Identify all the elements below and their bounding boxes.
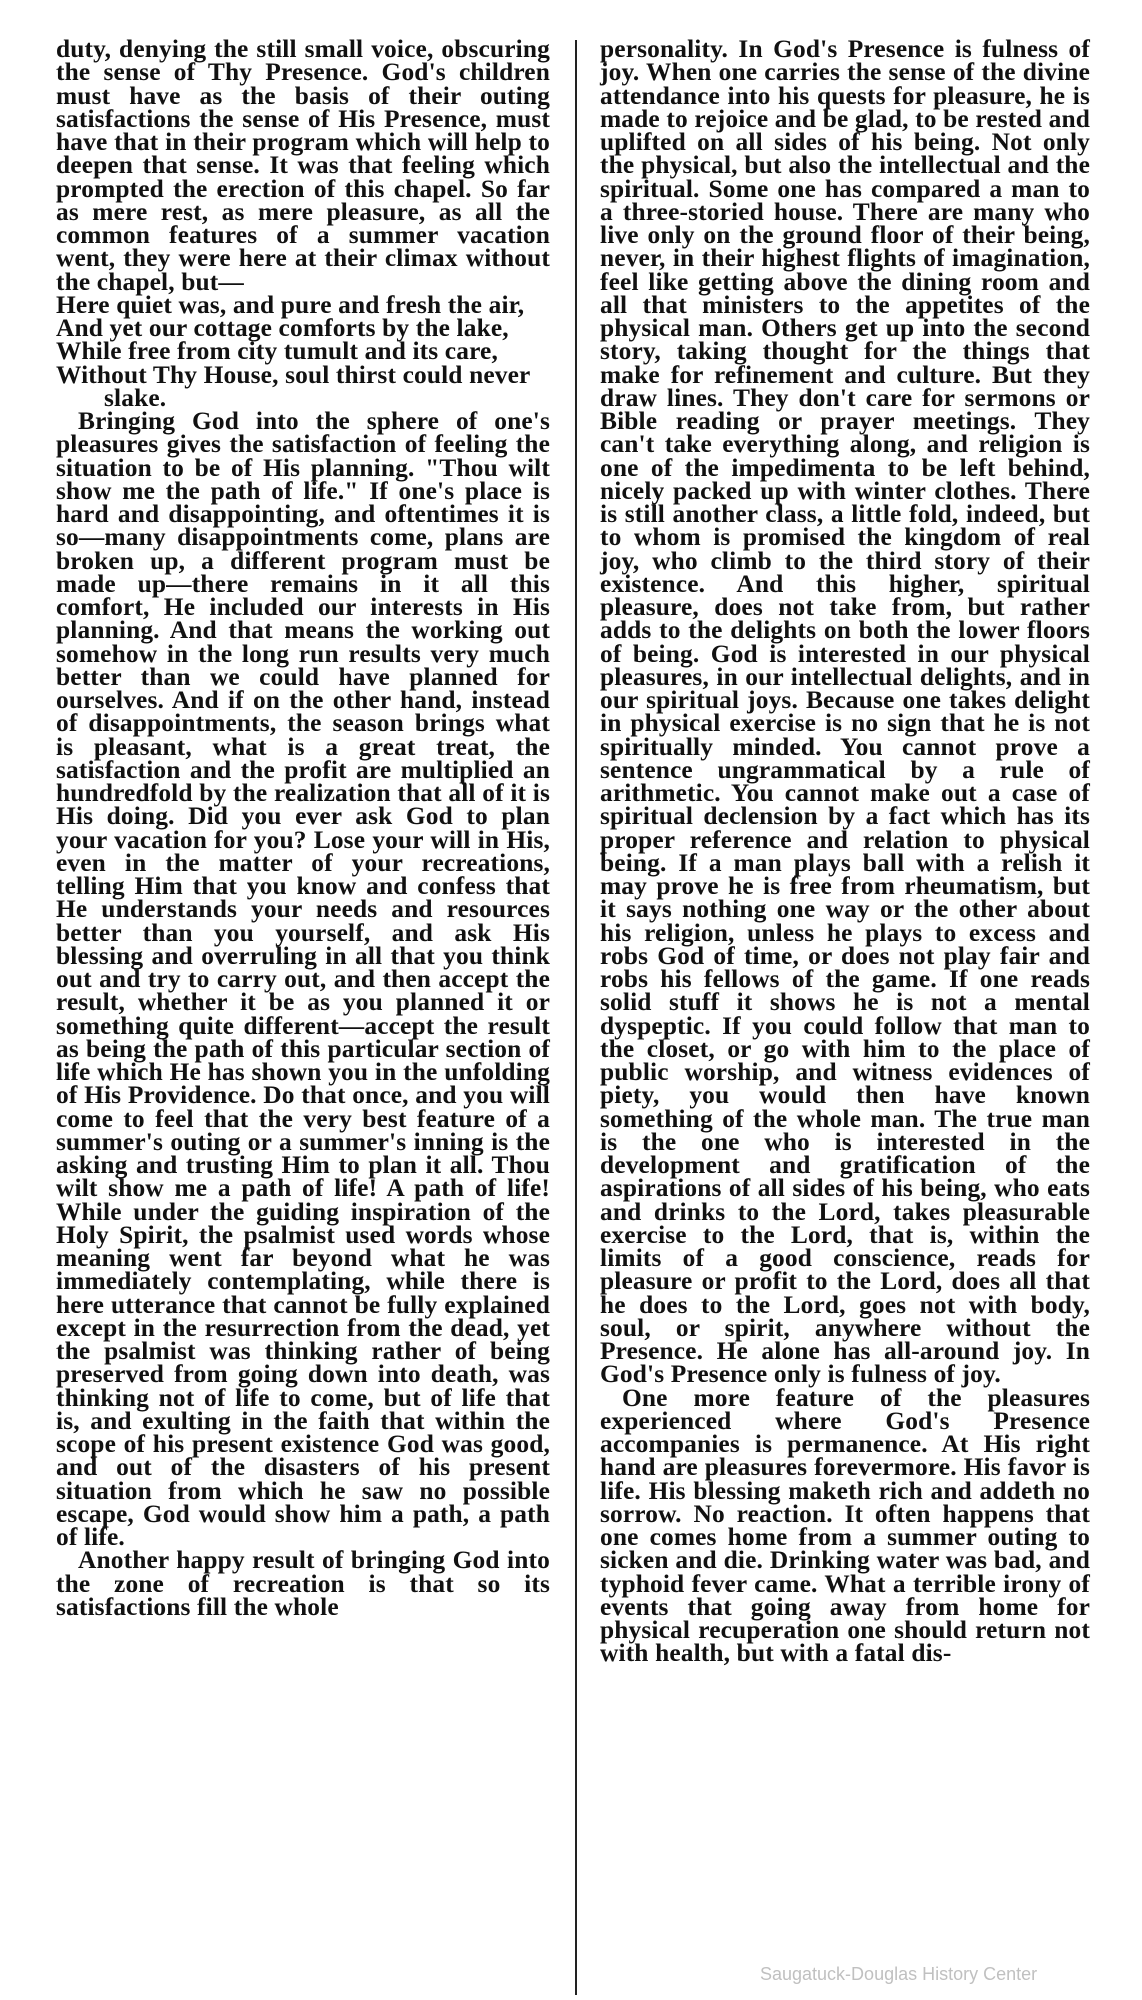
poem-line: While free from city tumult and its care, xyxy=(56,337,498,366)
poem-line: And yet our cottage comforts by the lake, xyxy=(56,314,509,342)
poem-stanza xyxy=(56,290,550,412)
paragraph-continued: duty, denying the still small voice, obscuring the sense of Thy Presence. God's children must have as the basis of their outing satisfactions the sense of His Presence, must have that in their program which will help to deepen that sense. It was that feeling which prompted the erection of this chapel. So far as mere rest, as mere pleasure, as all the common features of a summer vacation went, they were here at their climax without the chapel, but— xyxy=(56,35,550,296)
poem-line: Here quiet was, and pure and fresh the air, xyxy=(56,290,525,319)
left-column xyxy=(56,35,550,1621)
paragraph-personality: personality. In God's Presence is fulness of joy. When one carries the sense of the divine attendance into his quests for pleasure, he is made to rejoice and be glad, to be rested and uplifted on all sides of his being. Not only the physical, but also the intellectual and the spiritual. Some one has compared a man to a three-storied house. There are many who live only on the ground floor of their being, never, in their highest flights of imagination, feel like getting above the dining room and all that ministers to the appetites of the physical man. Others get up into the second story, taking thought for the things that make for refinement and culture. But they draw lines. They don't care for sermons or Bible reading or prayer meetings. They can't take everything along, and religion is one of the impedimenta to be left behind, nicely packed up with winter clothes. There is still another class, a little fold, indeed, but to whom is promised the kingdom of real joy, who climb to the third story of their existence. And this higher, spiritual pleasure, does not take from, but rather adds to the delights on both the lower floors of being. God is interested in our physical pleasures, in our intellectual delights, and in our spiritual joys. Because one takes delight in physical exercise is no sign that he is not spiritually minded. You cannot prove a sentence ungrammatical by a rule of arithmetic. You cannot make out a case of spiritual declension by a fact which has its proper reference and relation to physical being. If a man plays ball with a relish it may prove he is free from rheumatism, but it says nothing one way or the other about his religion, unless he plays to excess and robs God of time, or does not play fair and robs his fellows of the game. If one reads solid stuff it shows he is not a mental dyspeptic. If you could follow that man to the closet, or go with him to the place of public worship, and witness evidences of piety, you would then have known something of the whole man. The true man is the one who is interested in the development and gratification of the aspirations of all sides of his being, who eats and drinks to the Lord, takes pleasurable exercise to the Lord, that is, within the limits of a good conscience, reads for pleasure or profit to the Lord, does all that he does to the Lord, goes not with body, soul, or spirit, anywhere without the Presence. He alone has all-around joy. In God's Presence only is fulness of joy. xyxy=(600,35,1090,1389)
watermark: Saugatuck-Douglas History Center xyxy=(760,1964,1038,1984)
poem-line: Without Thy House, soul thirst could never slake. xyxy=(56,360,530,412)
paragraph-one-more-feature: One more feature of the pleasures experienced where God's Presence accompanies is permanence. At His right hand are pleasures forevermore. His favor is life. His blessing maketh rich and addeth no sorrow. No reaction. It often happens that one comes home from a summer outing to sicken and die. Drinking water was bad, and typhoid fever came. What a terrible irony of events that going away from home for physical recuperation one should return not with health, but with a fatal dis- xyxy=(600,1383,1090,1668)
right-column xyxy=(600,35,1090,1668)
column-divider xyxy=(575,40,577,1995)
paragraph-another-result: Another happy result of bringing God into the zone of recreation is that so its satisfactions fill the whole xyxy=(56,1546,550,1621)
paragraph-bringing-god: Bringing God into the sphere of one's pleasures gives the satisfaction of feeling the situation to be of His planning. "Thou wilt show me the path of life." If one's place is hard and disappointing, and oftentimes it is so—many disappointments come, plans are broken up, a different program must be made up—there remains in it all this comfort, He included our interests in His planning. And that means the working out somehow in the long run results very much better than we could have planned for ourselves. And if on the other hand, instead of disappointments, the season brings what is pleasant, what is a great treat, the satisfaction and the profit are multiplied an hundredfold by the realization that all of it is His doing. Did you ever ask God to plan your vacation for you? Lose your will in His, even in the matter of your recreations, telling Him that you know and confess that He understands your needs and resources better than you yourself, and ask His blessing and overruling in all that you think out and try to carry out, and then accept the result, whether it be as you planned it or something quite different—accept the result as being the path of this particular section of life which He has shown you in the unfolding of His Providence. Do that once, and you will come to feel that the very best feature of a summer's outing or a summer's inning is the asking and trusting Him to plan it all. Thou wilt show me a path of life! A path of life! While under the guiding inspiration of the Holy Spirit, the psalmist used words whose meaning went far beyond what he was immediately contemplating, while there is here utterance that cannot be fully explained except in the resurrection from the dead, yet the psalmist was thinking rather of being preserved from going down into death, was thinking not of life to come, but of life that is, and exulting in the faith that within the scope of his present existence God was good, and out of the disasters of his present situation from which he saw no possible escape, God would show him a path, a path of life. xyxy=(56,407,550,1551)
